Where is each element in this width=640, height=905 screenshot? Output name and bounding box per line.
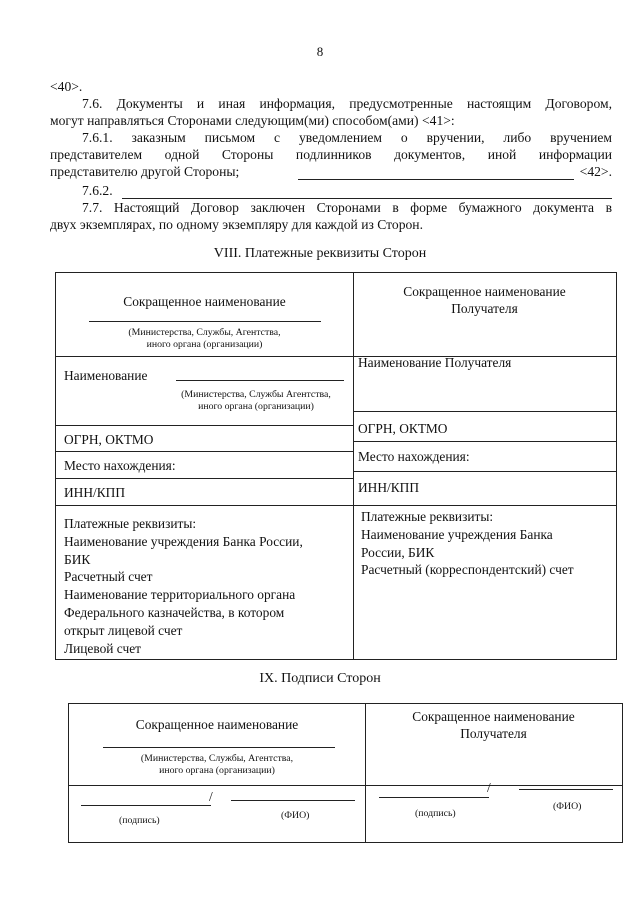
left-short-name-fill-line [89, 321, 321, 322]
left-payment-details: Платежные реквизиты: Наименование учреждения Банка России, БИК Расчетный счет Наименование территориального органа Федерального казначейства, в котором открыт лицевой счет Лицевой счет [64, 516, 303, 656]
paragraph-ref-40: <40>. [50, 79, 83, 94]
row-divider [56, 356, 616, 357]
left-signature-line [81, 805, 211, 806]
left-signature-slash: / [209, 789, 213, 804]
left-name-label: Наименование [64, 368, 148, 383]
right-location-label: Место нахождения: [358, 449, 470, 464]
row-divider [353, 411, 616, 412]
paragraph-7-6-line2: могут направляться Сторонами следующим(ми) способом(ами) <41>: [50, 113, 455, 128]
left-short-name-caption: (Министерства, Службы, Агентства, иного органа (организации) [128, 327, 281, 350]
row-divider [69, 785, 622, 786]
column-divider [353, 273, 354, 659]
right-signature-slash: / [487, 780, 491, 795]
right-payment-details: Платежные реквизиты: Наименование учреждения Банка России, БИК Расчетный (корреспондентский) счет [361, 509, 574, 578]
left-short-name-label: Сокращенное наименование [123, 294, 286, 309]
row-divider [56, 451, 353, 452]
paragraph-7-6-line1: 7.6. Документы и иная информация, предусмотренные настоящим Договором, [82, 96, 612, 111]
paragraph-7-6-1-line2: представителем одной Стороны подлинников документов, иной информации [50, 147, 612, 162]
paragraph-7-6-1-line3: представителю другой Стороны; <42>. [50, 164, 612, 179]
right-signature-caption: (подпись) [415, 808, 456, 819]
row-divider [353, 441, 616, 442]
payment-details-table [55, 272, 617, 660]
paragraph-7-6 [50, 95, 612, 129]
sign-right-short-name-label: Сокращенное наименование Получателя [412, 709, 575, 741]
paragraph-7-7-line1: 7.7. Настоящий Договор заключен Сторонами в форме бумажного документа в [82, 200, 612, 215]
section-8-heading: VIII. Платежные реквизиты Сторон [213, 246, 427, 261]
right-fio-line [519, 789, 613, 790]
right-name-label: Наименование Получателя [358, 355, 512, 370]
paragraph-7-6-1 [50, 129, 612, 180]
right-ogrn-label: ОГРН, ОКТМО [358, 421, 448, 436]
right-fio-caption: (ФИО) [553, 801, 582, 812]
left-signature-caption: (подпись) [119, 815, 160, 826]
paragraph-7-6-1-line1: 7.6.1. заказным письмом с уведомлением о вручении, либо вручением [82, 130, 612, 145]
left-inn-label: ИНН/КПП [64, 485, 126, 500]
paragraph-7-7 [50, 199, 612, 233]
left-name-caption: (Министерства, Службы Агентства, иного органа (организации) [181, 389, 331, 412]
sign-left-short-name-fill-line [103, 747, 335, 748]
signatures-table [68, 703, 623, 843]
left-name-fill-line [176, 380, 344, 381]
paragraph-7-6-2: 7.6.2. [50, 182, 612, 199]
row-divider [353, 471, 616, 472]
right-signature-line [379, 797, 489, 798]
left-ogrn-label: ОГРН, ОКТМО [64, 432, 154, 447]
sign-left-short-name-label: Сокращенное наименование [135, 717, 299, 732]
left-fio-line [231, 800, 355, 801]
paragraph-7-7-line2: двух экземплярах, по одному экземпляру для каждой из Сторон. [50, 217, 423, 232]
sign-left-short-name-caption: (Министерства, Службы, Агентства, иного органа (организации) [140, 753, 294, 776]
page-number: 8 [316, 44, 324, 59]
left-location-label: Место нахождения: [64, 458, 176, 473]
section-9-heading: IX. Подписи Сторон [259, 671, 381, 686]
row-divider [56, 478, 353, 479]
row-divider [56, 425, 353, 426]
right-short-name-label: Сокращенное наименование Получателя [403, 284, 566, 316]
right-inn-label: ИНН/КПП [358, 480, 420, 495]
left-fio-caption: (ФИО) [281, 810, 310, 821]
ref-42: <42>. [579, 164, 612, 179]
row-divider [56, 505, 616, 506]
fill-line [298, 179, 574, 180]
